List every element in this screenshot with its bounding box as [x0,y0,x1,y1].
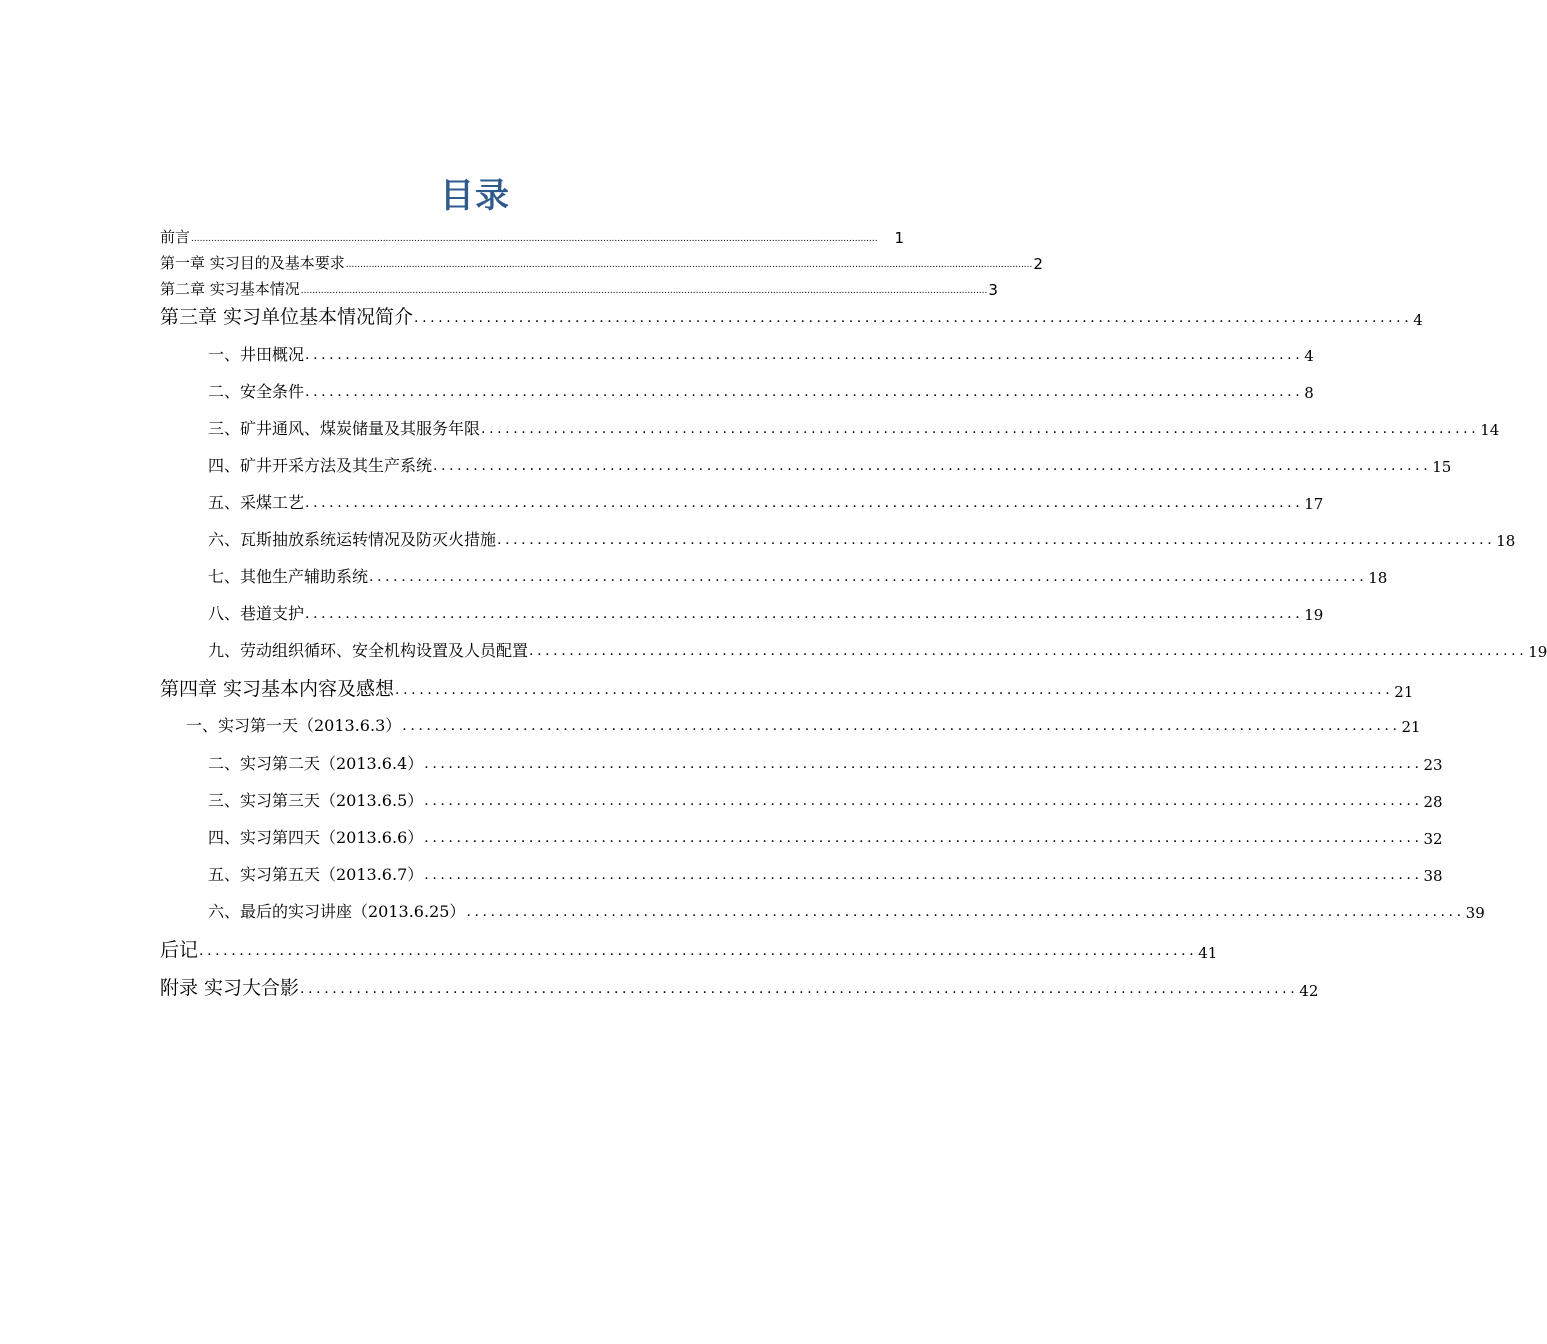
toc-entry-label: 九、劳动组织循环、安全机构设置及人员配置 [208,641,529,660]
toc-entry-page: 21 [1401,718,1421,736]
toc-entry[interactable] [208,416,1500,439]
toc-entry-page: 41 [1198,944,1218,962]
toc-leader: ............................................................................................................................ [424,756,1423,772]
toc-entry[interactable] [208,490,1324,513]
toc-entry-page: 32 [1423,830,1443,848]
toc-entry-page: 17 [1304,495,1324,513]
toc-entry-page: 18 [1496,532,1516,550]
toc-leader: ............................................................................................................................ [414,310,1413,326]
toc-entry-label: 三、实习第三天（2013.6.5） [208,791,424,810]
toc-leader: ............................................................................................................................ [424,830,1423,846]
toc-entry-page: 19 [1304,606,1324,624]
toc-entry-page: 28 [1423,793,1443,811]
toc-entry-page: 42 [1299,982,1319,1000]
toc-entry-page: 4 [1304,347,1314,365]
toc-entry[interactable] [160,674,1414,701]
page-title: 目录 [440,176,510,216]
toc-leader: ............................................................................................................................ [369,569,1368,585]
toc-entry-label: 二、实习第二天（2013.6.4） [208,754,424,773]
toc-entry[interactable] [160,302,1423,329]
toc-entry[interactable] [208,751,1443,774]
toc-entry[interactable] [186,713,1421,736]
toc-leader: ............................................................................................................................ [424,867,1423,883]
toc-entry-label: 第二章 实习基本情况 [160,280,300,298]
toc-leader: ................................................................................................................................................................................................................................................ [300,286,988,296]
toc-entry[interactable] [208,862,1443,885]
toc-entry-label: 第三章 实习单位基本情况简介 [160,306,414,328]
toc-leader: ............................................................................................................................ [424,793,1423,809]
toc-leader: ................................................................................................................................................................................................................................................ [345,260,1033,270]
toc-entry-label: 一、井田概况 [208,345,305,364]
toc-leader: ............................................................................................................................ [199,943,1198,959]
toc-leader: ............................................................................................................................ [466,904,1465,920]
toc-entry-page: 4 [1413,311,1423,329]
toc-entry-page: 8 [1304,384,1314,402]
toc-leader: ............................................................................................................................ [305,384,1304,400]
toc-entry-label: 一、实习第一天（2013.6.3） [186,716,402,735]
toc-leader: ............................................................................................................................ [529,643,1528,659]
toc-entry[interactable] [208,825,1443,848]
toc-entry-label: 三、矿井通风、煤炭储量及其服务年限 [208,419,481,438]
toc-entry-label: 二、安全条件 [208,382,305,401]
toc-leader: ............................................................................................................................ [433,458,1432,474]
toc-leader: ............................................................................................................................ [402,718,1401,734]
toc-entry-page: 19 [1528,643,1547,661]
toc-entry-page: 3 [988,281,998,299]
toc-entry-page: 2 [1033,255,1043,273]
toc-entry-label: 后记 [160,939,199,961]
toc-entry-page: 14 [1480,421,1500,439]
toc-entry[interactable] [208,342,1314,365]
toc-entry[interactable] [160,252,1043,273]
toc-entry-page: 21 [1394,683,1414,701]
toc-entry[interactable] [208,453,1452,476]
toc-entry[interactable] [208,527,1516,550]
toc-leader: ............................................................................................................................ [300,981,1299,997]
toc-leader: ............................................................................................................................ [305,495,1304,511]
toc-entry-label: 前言 [160,228,191,246]
toc-entry-label: 第四章 实习基本内容及感想 [160,678,395,700]
toc-entry[interactable] [160,226,904,247]
toc-leader: ............................................................................................................................ [305,606,1304,622]
toc-entry[interactable] [208,564,1388,587]
toc-entry-page: 38 [1423,867,1443,885]
toc-entry-label: 六、最后的实习讲座（2013.6.25） [208,902,466,921]
toc-entry[interactable] [160,278,998,299]
toc-entry-page: 1 [894,229,904,247]
toc-entry[interactable] [208,379,1314,402]
toc-leader: ............................................................................................................................ [305,347,1304,363]
toc-entry-page: 23 [1423,756,1443,774]
toc-entry-label: 第一章 实习目的及基本要求 [160,254,345,272]
toc-entry-label: 七、其他生产辅助系统 [208,567,369,586]
toc-entry[interactable] [208,638,1547,661]
toc-entry-label: 四、实习第四天（2013.6.6） [208,828,424,847]
toc-leader: ............................................................................................................................ [395,682,1394,698]
toc-entry-page: 39 [1465,904,1485,922]
toc-entry[interactable] [208,601,1324,624]
toc-entry-page: 15 [1432,458,1452,476]
toc-entry[interactable] [208,899,1485,922]
toc-leader: ............................................................................................................................ [481,421,1480,437]
toc-entry[interactable] [160,935,1218,962]
toc-entry[interactable] [160,973,1319,1000]
toc-entry-label: 五、采煤工艺 [208,493,305,512]
toc-entry-label: 五、实习第五天（2013.6.7） [208,865,424,884]
toc-entry-page: 18 [1368,569,1388,587]
toc-leader: ............................................................................................................................ [497,532,1496,548]
toc-entry-label: 附录 实习大合影 [160,977,300,999]
toc-entry[interactable] [208,788,1443,811]
toc-entry-label: 八、巷道支护 [208,604,305,623]
toc-entry-label: 六、瓦斯抽放系统运转情况及防灭火措施 [208,530,497,549]
toc-leader: ................................................................................................................................................................................................................................................ [191,234,878,244]
toc-entry-label: 四、矿井开采方法及其生产系统 [208,456,433,475]
